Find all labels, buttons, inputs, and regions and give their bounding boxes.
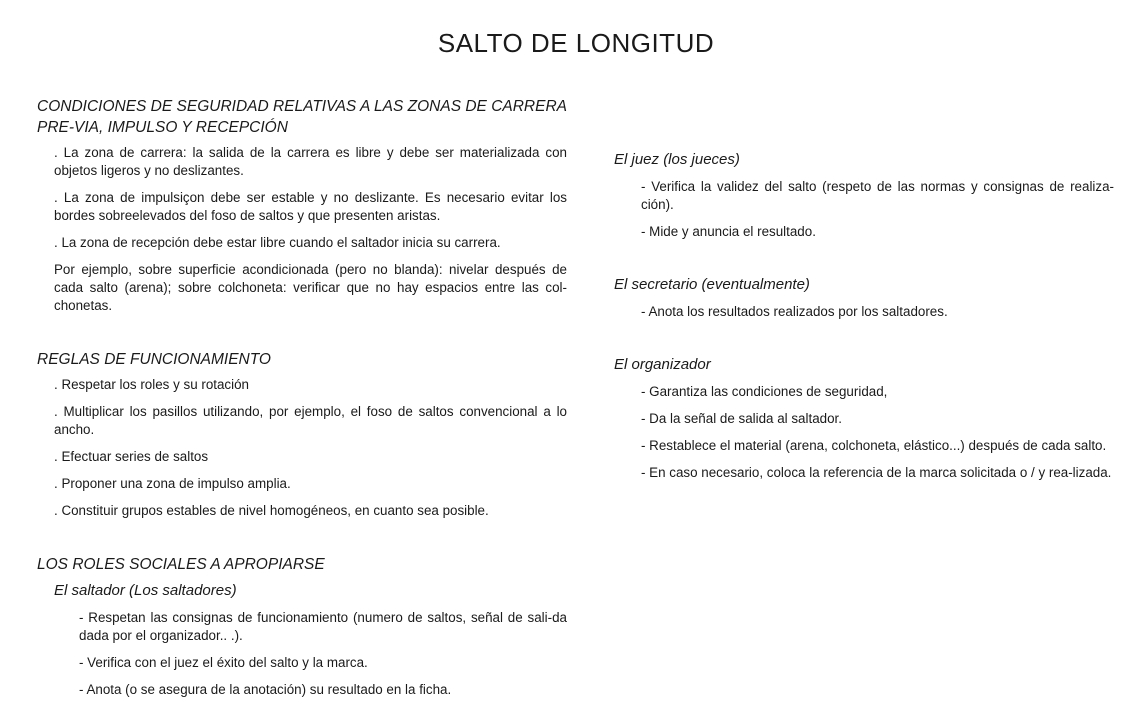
rules-item: . Proponer una zona de impulso amplia. <box>54 476 291 491</box>
page-title: SALTO DE LONGITUD <box>437 28 715 58</box>
jumper-item: - Verifica con el juez el éxito del salto y la marca. <box>79 655 368 670</box>
organizer-item: - Restablece el material (arena, colchoneta, elástico...) después de cada salto. <box>641 438 1107 453</box>
organizer-item: - Da la señal de salida al saltador. <box>641 411 842 426</box>
secretary-item: - Anota los resultados realizados por los saltadores. <box>641 304 948 319</box>
judge-heading: El juez (los jueces) <box>614 151 740 168</box>
rules-item: . Multiplicar los pasillos utilizando, por ejemplo, el foso de saltos convencional a lo ancho. <box>54 404 567 437</box>
secretary-heading: El secretario (eventualmente) <box>614 276 810 293</box>
rules-item: . Respetar los roles y su rotación <box>54 377 249 392</box>
safety-heading: CONDICIONES DE SEGURIDAD RELATIVAS A LAS ZONAS DE CARRERA PRE-VIA, IMPULSO Y RECEPCIÓN <box>37 98 567 136</box>
judge-item: - Mide y anuncia el resultado. <box>641 224 816 239</box>
judge-item: - Verifica la validez del salto (respeto de las normas y consignas de realiza-ción). <box>641 179 1114 212</box>
roles-heading: LOS ROLES SOCIALES A APROPIARSE <box>37 556 325 573</box>
organizer-heading: El organizador <box>614 356 711 373</box>
organizer-item: - Garantiza las condiciones de seguridad, <box>641 384 888 399</box>
organizer-item: - En caso necesario, coloca la referencia de la marca solicitada o / y rea-lizada. <box>641 465 1112 480</box>
rules-heading: REGLAS DE FUNCIONAMIENTO <box>37 351 271 368</box>
left-column <box>37 96 567 699</box>
rules-item: . Efectuar series de saltos <box>54 449 209 464</box>
safety-item: . La zona de recepción debe estar libre cuando el saltador inicia su carrera. <box>54 235 501 250</box>
jumper-item: - Anota (o se asegura de la anotación) su resultado en la ficha. <box>79 682 452 697</box>
jumper-item: - Respetan las consignas de funcionamiento (numero de saltos, señal de sali-da dada por el organizador.. .). <box>79 610 567 643</box>
safety-item: . La zona de carrera: la salida de la carrera es libre y debe ser materializada con objetos ligeros y no deslizantes. <box>54 145 567 178</box>
safety-example: Por ejemplo, sobre superficie acondicionada (pero no blanda): nivelar después de cada salto (arena); sobre colchoneta: verificar que no hay espacios entre las col-chonetas. <box>54 262 567 313</box>
right-column <box>614 150 1114 482</box>
safety-item: . La zona de impulsiçon debe ser estable y no deslizante. Es necesario evitar los bordes sobreelevados del foso de saltos y que presenten aristas. <box>54 190 567 223</box>
rules-item: . Constituir grupos estables de nivel homogéneos, en cuanto sea posible. <box>54 503 489 518</box>
jumper-heading: El saltador (Los saltadores) <box>54 582 237 599</box>
